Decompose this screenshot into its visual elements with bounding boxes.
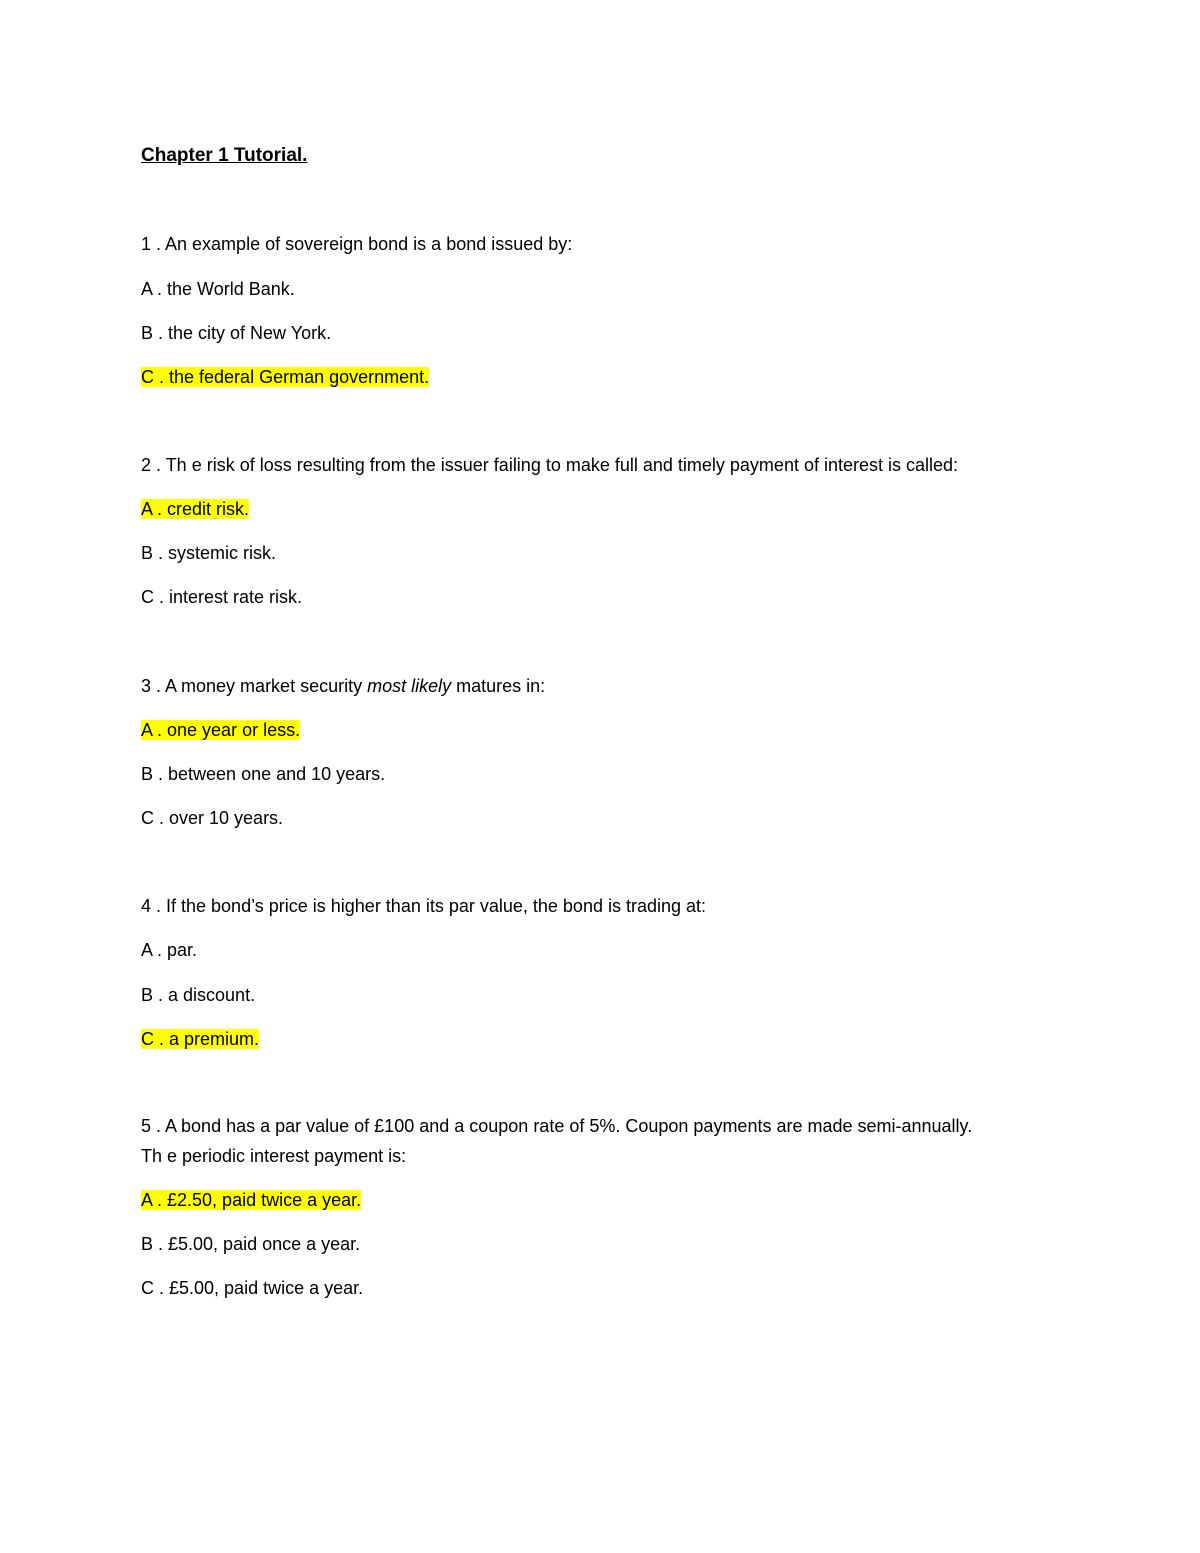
question-4-text: 4 . If the bond’s price is higher than its par value, the bond is trading at: — [141, 896, 707, 916]
question-2-option-b — [141, 541, 276, 565]
question-4-option-a — [141, 938, 197, 962]
question-3-text-italic: most likely — [367, 676, 452, 696]
question-5-text-line-1: 5 . A bond has a par value of £100 and a coupon rate of 5%. Coupon payments are made semi-annually. — [141, 1116, 973, 1136]
question-2-text: 2 . Th e risk of loss resulting from the issuer failing to make full and timely payment of interest is called: — [141, 455, 959, 475]
option-text: C . over 10 years. — [141, 808, 284, 828]
highlighted-answer: A . one year or less. — [141, 720, 301, 740]
option-text: B . the city of New York. — [141, 323, 332, 343]
page-title: Chapter 1 Tutorial. — [141, 145, 308, 166]
highlighted-answer: C . the federal German government. — [141, 367, 430, 387]
question-1-option-c — [141, 365, 429, 389]
question-1-option-b — [141, 321, 331, 345]
question-2-option-a — [141, 497, 249, 521]
option-text: C . £5.00, paid twice a year. — [141, 1278, 364, 1298]
question-4-option-b — [141, 983, 255, 1007]
question-5-option-c — [141, 1276, 363, 1300]
question-3-text-before: 3 . A money market security — [141, 676, 368, 696]
question-3-option-a — [141, 718, 300, 742]
option-text: B . systemic risk. — [141, 543, 277, 563]
question-5-option-b — [141, 1232, 360, 1256]
highlighted-answer: A . credit risk. — [141, 499, 250, 519]
question-1-option-a — [141, 277, 295, 301]
question-2-option-c — [141, 585, 302, 609]
option-text: A . the World Bank. — [141, 279, 295, 299]
question-3-option-b — [141, 762, 385, 786]
question-3-text — [141, 674, 545, 698]
option-text: B . a discount. — [141, 985, 256, 1005]
question-3-text-after: matures in: — [451, 676, 546, 696]
question-3-option-c — [141, 806, 283, 830]
question-5-text-line-2: Th e periodic interest payment is: — [141, 1146, 407, 1166]
highlighted-answer: C . a premium. — [141, 1029, 260, 1049]
option-text: C . interest rate risk. — [141, 587, 303, 607]
option-text: A . par. — [141, 940, 198, 960]
highlighted-answer: A . £2.50, paid twice a year. — [141, 1190, 362, 1210]
option-text: B . between one and 10 years. — [141, 764, 386, 784]
question-1-text: 1 . An example of sovereign bond is a bond issued by: — [141, 234, 573, 254]
question-4-option-c — [141, 1027, 259, 1051]
option-text: B . £5.00, paid once a year. — [141, 1234, 361, 1254]
question-5-option-a — [141, 1188, 361, 1212]
